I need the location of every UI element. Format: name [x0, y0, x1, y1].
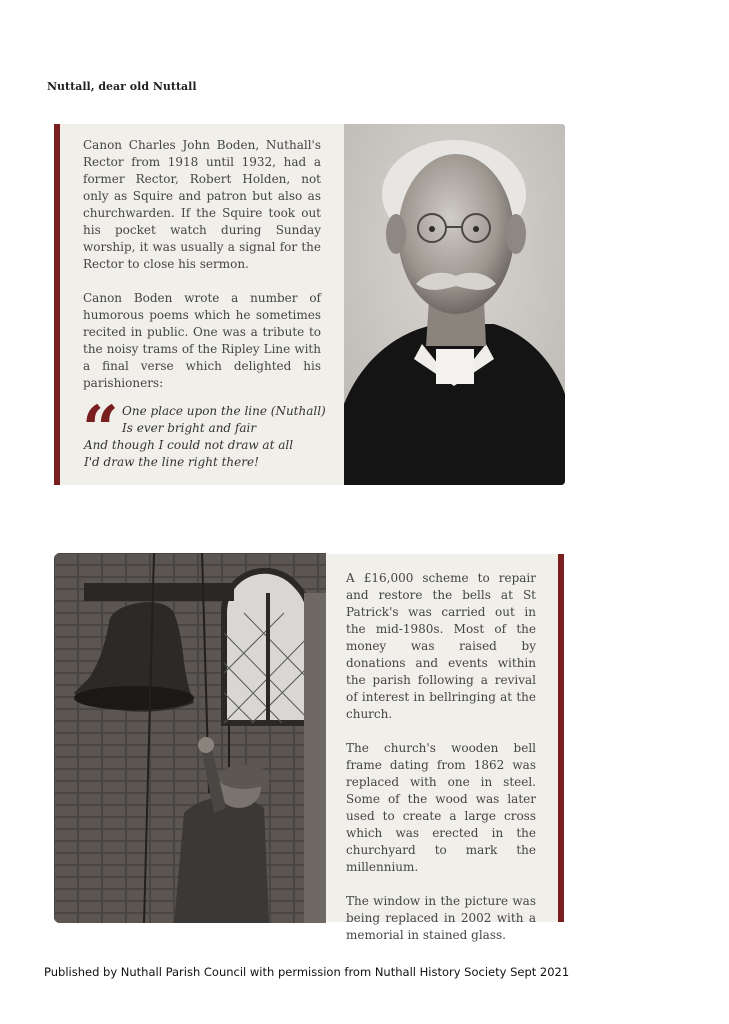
bottom-paragraph-3: The window in the picture was being replaced in 2002 with a memorial in stained glass. [346, 894, 536, 942]
poem-quote [84, 403, 334, 471]
footer-credit: Published by Nuthall Parish Council with permission from Nuthall History Society Sept 2021 [44, 965, 570, 979]
quote-line: I'd draw the line right there! [84, 455, 259, 469]
quote-line: One place upon the line (Nuthall) [122, 404, 326, 418]
quote-line: And though I could not draw at all [84, 438, 294, 452]
quote-mark-icon: “ [82, 392, 119, 467]
top-paragraph-1: Canon Charles John Boden, Nuthall's Rector from 1918 until 1932, had a former Rector, Robert Holden, not only as Squire and patron but also as churchwarden. If the Squire took out his pocket watch during Sunday worship, it was usually a signal for the Rector to close his sermon. [83, 138, 321, 271]
canon-boden-portrait-photo [344, 124, 565, 485]
quote-line: Is ever bright and fair [122, 421, 257, 435]
page-title: Nuttall, dear old Nuttall [47, 80, 197, 93]
bottom-paragraph-2: The church's wooden bell frame dating from 1862 was replaced with one in steel. Some of the wood was later used to create a large cross which was erected in the churchyard to mark the millennium. [346, 741, 536, 874]
bottom-paragraph-1: A £16,000 scheme to repair and restore the bells at St Patrick's was carried out in the mid-1980s. Most of the money was raised by donations and events within the parish following a revival of interest in bellringing at the church. [346, 571, 536, 721]
bottom-panel-text [346, 570, 536, 961]
bell-ringer-photo [54, 553, 326, 923]
top-panel-text [83, 137, 321, 409]
top-paragraph-2: Canon Boden wrote a number of humorous poems which he sometimes recited in public. One was a tribute to the noisy trams of the Ripley Line with a final verse which delighted his parishioners: [83, 291, 321, 390]
